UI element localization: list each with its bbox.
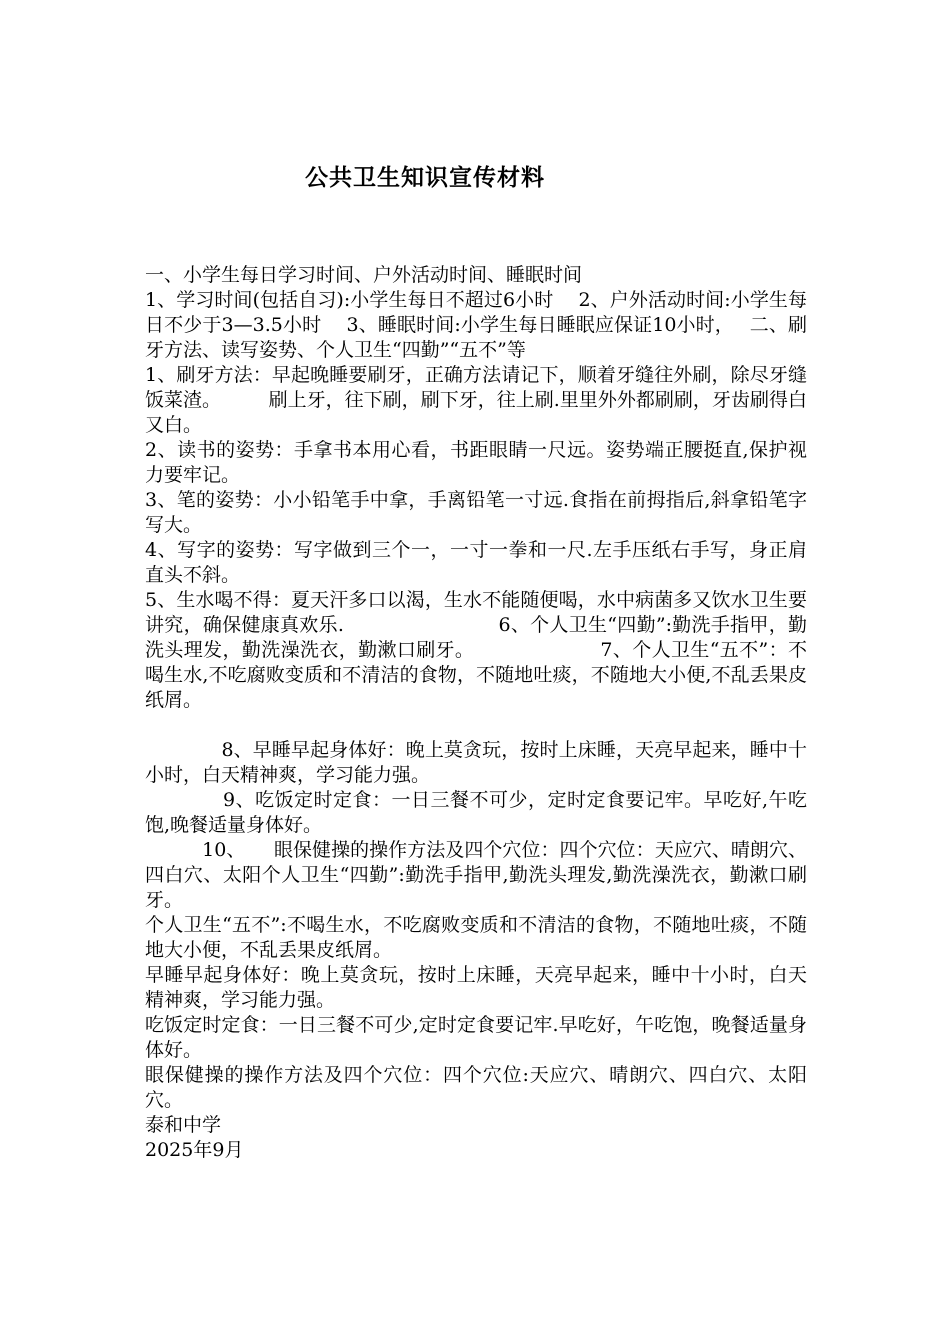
- signature-date: 2025年9月: [145, 1139, 244, 1161]
- paragraph-five-nots: 个人卫生“五不”:不喝生水，不吃腐败变质和不清洁的食物，不随地吐痰，不随地大小便，不乱丢果皮纸屑。: [145, 914, 807, 961]
- paragraph-early-sleep: 8、早睡早起身体好：晚上莫贪玩，按时上床睡，天亮早起来，睡中十小时，白天精神爽，学习能力强。: [145, 739, 807, 786]
- paragraph-pen-posture: 3、笔的姿势：小小铅笔手中拿，手离铅笔一寸远.食指在前拇指后,斜拿铅笔字写大。: [145, 489, 807, 536]
- paragraph-eye-points: 眼保健操的操作方法及四个穴位：四个穴位:天应穴、晴朗穴、四白穴、太阳穴。: [145, 1064, 807, 1111]
- paragraph-brushing: 1、刷牙方法：早起晚睡要刷牙，正确方法请记下，顺着牙缝往外刷，除尽牙缝饭菜渣。 刷上牙，往下刷，刷下牙，往上刷.里里外外都刷刷，牙齿刷得白又白。: [145, 364, 807, 436]
- paragraph-sleep-repeat: 早睡早起身体好：晚上莫贪玩，按时上床睡，天亮早起来，睡中十小时，白天精神爽，学习能力强。: [145, 964, 807, 1011]
- paragraph-reading-posture: 2、读书的姿势：手拿书本用心看，书距眼睛一尺远。姿势端正腰挺直,保护视力要牢记。: [145, 439, 807, 486]
- paragraph-time-rules: 1、学习时间(包括自习):小学生每日不超过6小时 2、户外活动时间:小学生每日不少于3—3.5小时 3、睡眠时间:小学生每日睡眠应保证10小时， 二、刷牙方法、读写姿势、个人卫生“四勤”“五不”等: [145, 289, 807, 361]
- paragraph-meals-repeat: 吃饭定时定食：一日三餐不可少,定时定食要记牢.早吃好，午吃饱，晚餐适量身体好。: [145, 1014, 807, 1061]
- paragraph-eye-exercise: 10、 眼保健操的操作方法及四个穴位：四个穴位：天应穴、晴朗穴、四白穴、太阳个人卫生“四勤”:勤洗手指甲,勤洗头理发,勤洗澡洗衣，勤漱口刷牙。: [145, 839, 807, 911]
- paragraph-writing-posture: 4、写字的姿势：写字做到三个一，一寸一拳和一尺.左手压纸右手写，身正肩直头不斜。: [145, 539, 807, 586]
- paragraph-regular-meals: 9、吃饭定时定食：一日三餐不可少，定时定食要记牢。早吃好,午吃饱,晚餐适量身体好。: [145, 789, 807, 836]
- document-title: 公共卫生知识宣传材料: [305, 164, 545, 191]
- signature-school: 泰和中学: [145, 1114, 222, 1136]
- document-body: [145, 263, 807, 1163]
- section-heading-schedule: 一、小学生每日学习时间、户外活动时间、睡眠时间: [145, 264, 583, 286]
- paragraph-raw-water: 5、生水喝不得：夏天汗多口以渴，生水不能随便喝，水中病菌多又饮水卫生要讲究，确保健康真欢乐. 6、个人卫生“四勤”:勤洗手指甲，勤洗头理发，勤洗澡洗衣，勤漱口刷牙。 7、个人卫生“五不”：不喝生水,不吃腐败变质和不清洁的食物，不随地吐痰，不随地大小便,不乱丢果皮纸屑。: [145, 589, 807, 711]
- paragraph-spacer: [145, 713, 807, 738]
